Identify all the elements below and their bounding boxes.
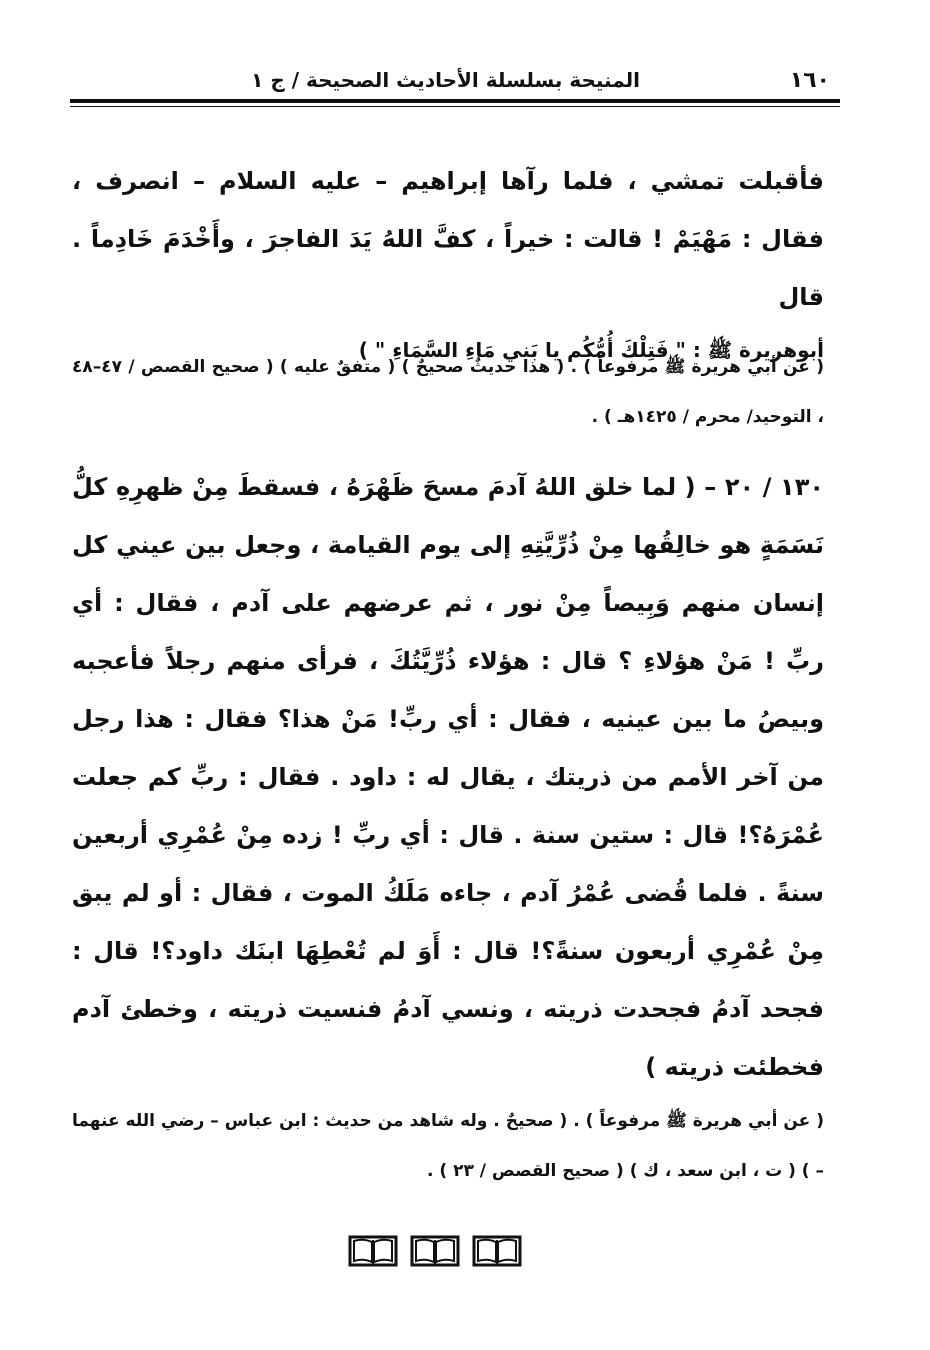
open-book-icon xyxy=(472,1234,522,1268)
hadith-1-source: ( عن أبي هريرة ﷺ مرفوعاً ) . ( هذا حديثٌ صحيحٌ ) ( متفقٌ عليه ) ( صحيح القصص / ٤٧–٤٨ ، التوحيد/ محرم / ١٤٢٥هـ ) . xyxy=(72,357,824,427)
header-rule-thin xyxy=(70,106,840,107)
hadith-1-source-block xyxy=(72,342,824,442)
hadith-2-text: ١٣٠ / ٢٠ – ( لما خلق اللهُ آدمَ مسحَ ظَهْرَهُ ، فسقطَ مِنْ ظهرِهِ كلُّ نَسَمَةٍ هو خالِقُها مِنْ ذُرِّيَّتِهِ إلى يوم القيامة ، وجعل بين عيني كل إنسان منهم وَبِيصاً مِنْ نور ، ثم عرضهم على آدم ، فقال : أي ربِّ ! مَنْ هؤلاءِ ؟ قال : هؤلاء ذُرِّيَّتُكَ ، فرأى منهم رجلاً فأعجبه وبيصُ ما بين عينيه ، فقال : أي ربِّ! مَنْ هذا؟ فقال : هذا رجل من آخر الأمم من ذريتك ، يقال له : داود . فقال : ربِّ كم جعلت عُمْرَهُ؟! قال : ستين سنة . قال : أي ربِّ ! زده مِنْ عُمْرِي أربعين سنةً . فلما قُضى عُمْرُ آدم ، جاءه مَلَكُ الموت ، فقال : أو لم يبق مِنْ عُمْرِي أربعون سنةً؟! قال : أَوَ لم تُعْطِهَا ابنَك داود؟! قال : فجحد آدمُ فجحدت ذريته ، ونسي آدمُ فنسيت ذريته ، وخطئ آدم فخطئت ذريته ) xyxy=(72,473,824,1081)
page-header xyxy=(70,62,840,102)
running-title: المنيحة بسلسلة الأحاديث الصحيحة / ج ١ xyxy=(251,68,640,92)
hadith-1-quote: أبوهريرة ﷺ : " فَتِلْكَ أُمُّكُم يا بَني مَاءِ السَّمَاءِ " ) xyxy=(358,338,824,362)
hadith-2-source: ( عن أبي هريرة ﷺ مرفوعاً ) . ( صحيحٌ . وله شاهد من حديث : ابن عباس – رضي الله عنهما – ) ( ت ، ابن سعد ، ك ) ( صحيح القصص / ٢٣ ) . xyxy=(72,1111,824,1181)
hadith-1-block xyxy=(72,152,824,374)
hadith-2-source-block xyxy=(72,1096,824,1196)
open-book-icon xyxy=(410,1234,460,1268)
page-number: ١٦٠ xyxy=(789,68,830,93)
hadith-2-block xyxy=(72,458,824,1096)
hadith-1-text: فأقبلت تمشي ، فلما رآها إبراهيم – عليه السلام – انصرف ، فقال : مَهْيَمْ ! قالت : خيراً ، كفَّ اللهُ يَدَ الفاجرَ ، وأَخْدَمَ خَادِماً . قال xyxy=(72,167,824,311)
header-rule xyxy=(70,99,840,103)
open-book-icon xyxy=(348,1234,398,1268)
end-ornament xyxy=(345,1234,525,1270)
